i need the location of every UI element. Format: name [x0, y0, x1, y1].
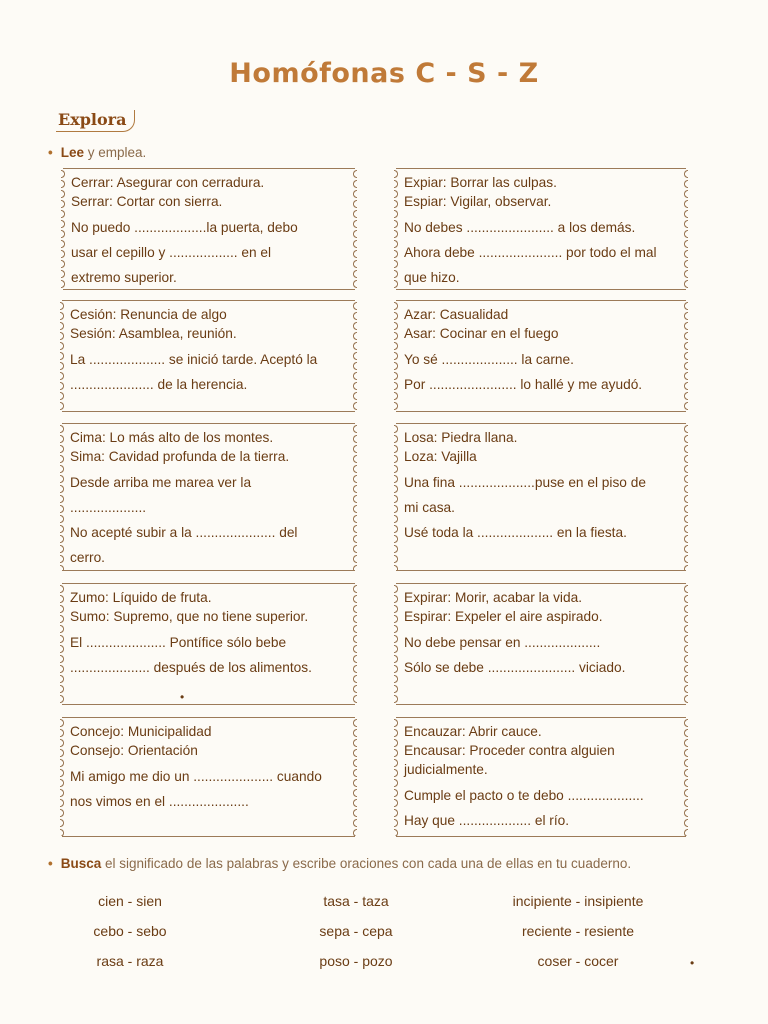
definition-line: Consejo: Orientación [70, 743, 198, 758]
definition-line: Asar: Cocinar en el fuego [404, 326, 559, 341]
exercise-line: cerro. [70, 550, 105, 565]
spacer [404, 343, 678, 350]
exercise-line: La .................... se inició tarde. Aceptó la [70, 352, 318, 367]
definition-line: Losa: Piedra llana. [404, 430, 518, 445]
instruction-text: y emplea. [84, 145, 147, 160]
definition-line: Encauzar: Abrir cauce. [404, 724, 542, 739]
exercise-card [396, 717, 686, 837]
definition-line: Expirar: Morir, acabar la vida. [404, 590, 583, 605]
definition-line: Serrar: Cortar con sierra. [71, 194, 223, 209]
exercise-line: No acepté subir a la ..................... del [70, 525, 298, 540]
exercise-line: Por ....................... lo hallé y me ayudó. [404, 377, 643, 392]
spacer [404, 626, 678, 633]
definition-line: Azar: Casualidad [404, 307, 509, 322]
definition-line: Sesión: Asamblea, reunión. [70, 326, 237, 341]
definition-line: Sumo: Supremo, que no tiene superior. [70, 609, 309, 624]
exercise-line: Ahora debe ...................... por todo el mal [404, 245, 657, 260]
definition-line: Espirar: Expeler el aire aspirado. [404, 609, 603, 624]
exercise-line: Sólo se debe ....................... viciado. [404, 660, 626, 675]
exercise-line: que hizo. [404, 270, 460, 285]
spacer [70, 343, 347, 350]
spacer [70, 466, 347, 473]
exercise-line: El ..................... Pontífice sólo bebe [70, 635, 287, 650]
definition-line: Loza: Vajilla [404, 449, 477, 464]
word-pair: tasa - taza [323, 893, 389, 909]
exercise-card [62, 300, 355, 412]
exercise-line: No debe pensar en .................... [404, 635, 601, 650]
exercise-card [62, 717, 355, 837]
exercise-line: No debes ....................... a los demás. [404, 220, 636, 235]
bullet-icon: • [48, 856, 53, 871]
exercise-card [396, 300, 686, 412]
ink-dot: • [690, 956, 695, 970]
ink-dot: • [180, 690, 185, 704]
word-pair: reciente - resiente [521, 923, 635, 939]
instruction-search [48, 856, 631, 871]
exercise-line: No puedo ...................la puerta, debo [71, 220, 298, 235]
definition-line: Zumo: Líquido de fruta. [70, 590, 212, 605]
word-pair: poso - pozo [319, 953, 393, 969]
exercise-line: .................... [70, 500, 147, 515]
exercise-card [396, 583, 686, 705]
instruction-verb: Lee [60, 145, 84, 160]
exercise-card [62, 423, 355, 571]
word-pair: incipiente - insipiente [512, 893, 644, 909]
exercise-card [63, 168, 355, 290]
definition-line: Cesión: Renuncia de algo [70, 307, 227, 322]
exercise-line: mi casa. [404, 500, 455, 515]
word-pair: sepa - cepa [319, 923, 393, 939]
exercise-line: extremo superior. [71, 270, 177, 285]
instruction-verb: Busca [60, 856, 102, 871]
exercise-line: Cumple el pacto o te debo .................... [404, 788, 644, 803]
definition-line: Concejo: Municipalidad [70, 724, 212, 739]
page-title: Homófonas C - S - Z [229, 58, 539, 89]
instruction-text: el significado de las palabras y escribe oraciones con cada una de ellas en tu cuaderno. [101, 856, 632, 871]
definition-line: Cerrar: Asegurar con cerradura. [71, 175, 265, 190]
exercise-card [396, 423, 686, 571]
spacer [70, 760, 347, 767]
exercise-line: Hay que ................... el río. [404, 813, 570, 828]
definition-line: Expiar: Borrar las culpas. [404, 175, 557, 190]
exercise-line: Mi amigo me dio un ..................... cuando [70, 769, 322, 784]
definition-line: Espiar: Vigilar, observar. [404, 194, 552, 209]
exercise-line: usar el cepillo y .................. en el [71, 245, 272, 260]
definition-line: judicialmente. [404, 762, 488, 777]
exercise-line: Usé toda la .................... en la fiesta. [404, 525, 627, 540]
definition-line: Sima: Cavidad profunda de la tierra. [70, 449, 290, 464]
spacer [70, 626, 347, 633]
exercise-card [62, 583, 355, 705]
bullet-icon: • [48, 145, 53, 160]
section-label: Explora [56, 110, 135, 132]
spacer [404, 466, 678, 473]
exercise-line: ...................... de la herencia. [70, 377, 248, 392]
word-pair: coser - cocer [537, 953, 619, 969]
spacer [404, 211, 678, 218]
definition-line: Encausar: Proceder contra alguien [404, 743, 615, 758]
instruction-read-use [48, 145, 146, 160]
word-pair: cebo - sebo [93, 923, 167, 939]
definition-line: Cima: Lo más alto de los montes. [70, 430, 274, 445]
word-pair: cien - sien [98, 893, 162, 909]
exercise-line: ..................... después de los alimentos. [70, 660, 312, 675]
word-pair: rasa - raza [96, 953, 164, 969]
spacer [404, 779, 678, 786]
exercise-line: Una fina ....................puse en el piso de [404, 475, 646, 490]
exercise-line: Desde arriba me marea ver la [70, 475, 252, 490]
exercise-card [396, 168, 686, 290]
exercise-line: Yo sé .................... la carne. [404, 352, 574, 367]
spacer [71, 211, 347, 218]
exercise-line: nos vimos en el ..................... [70, 794, 249, 809]
